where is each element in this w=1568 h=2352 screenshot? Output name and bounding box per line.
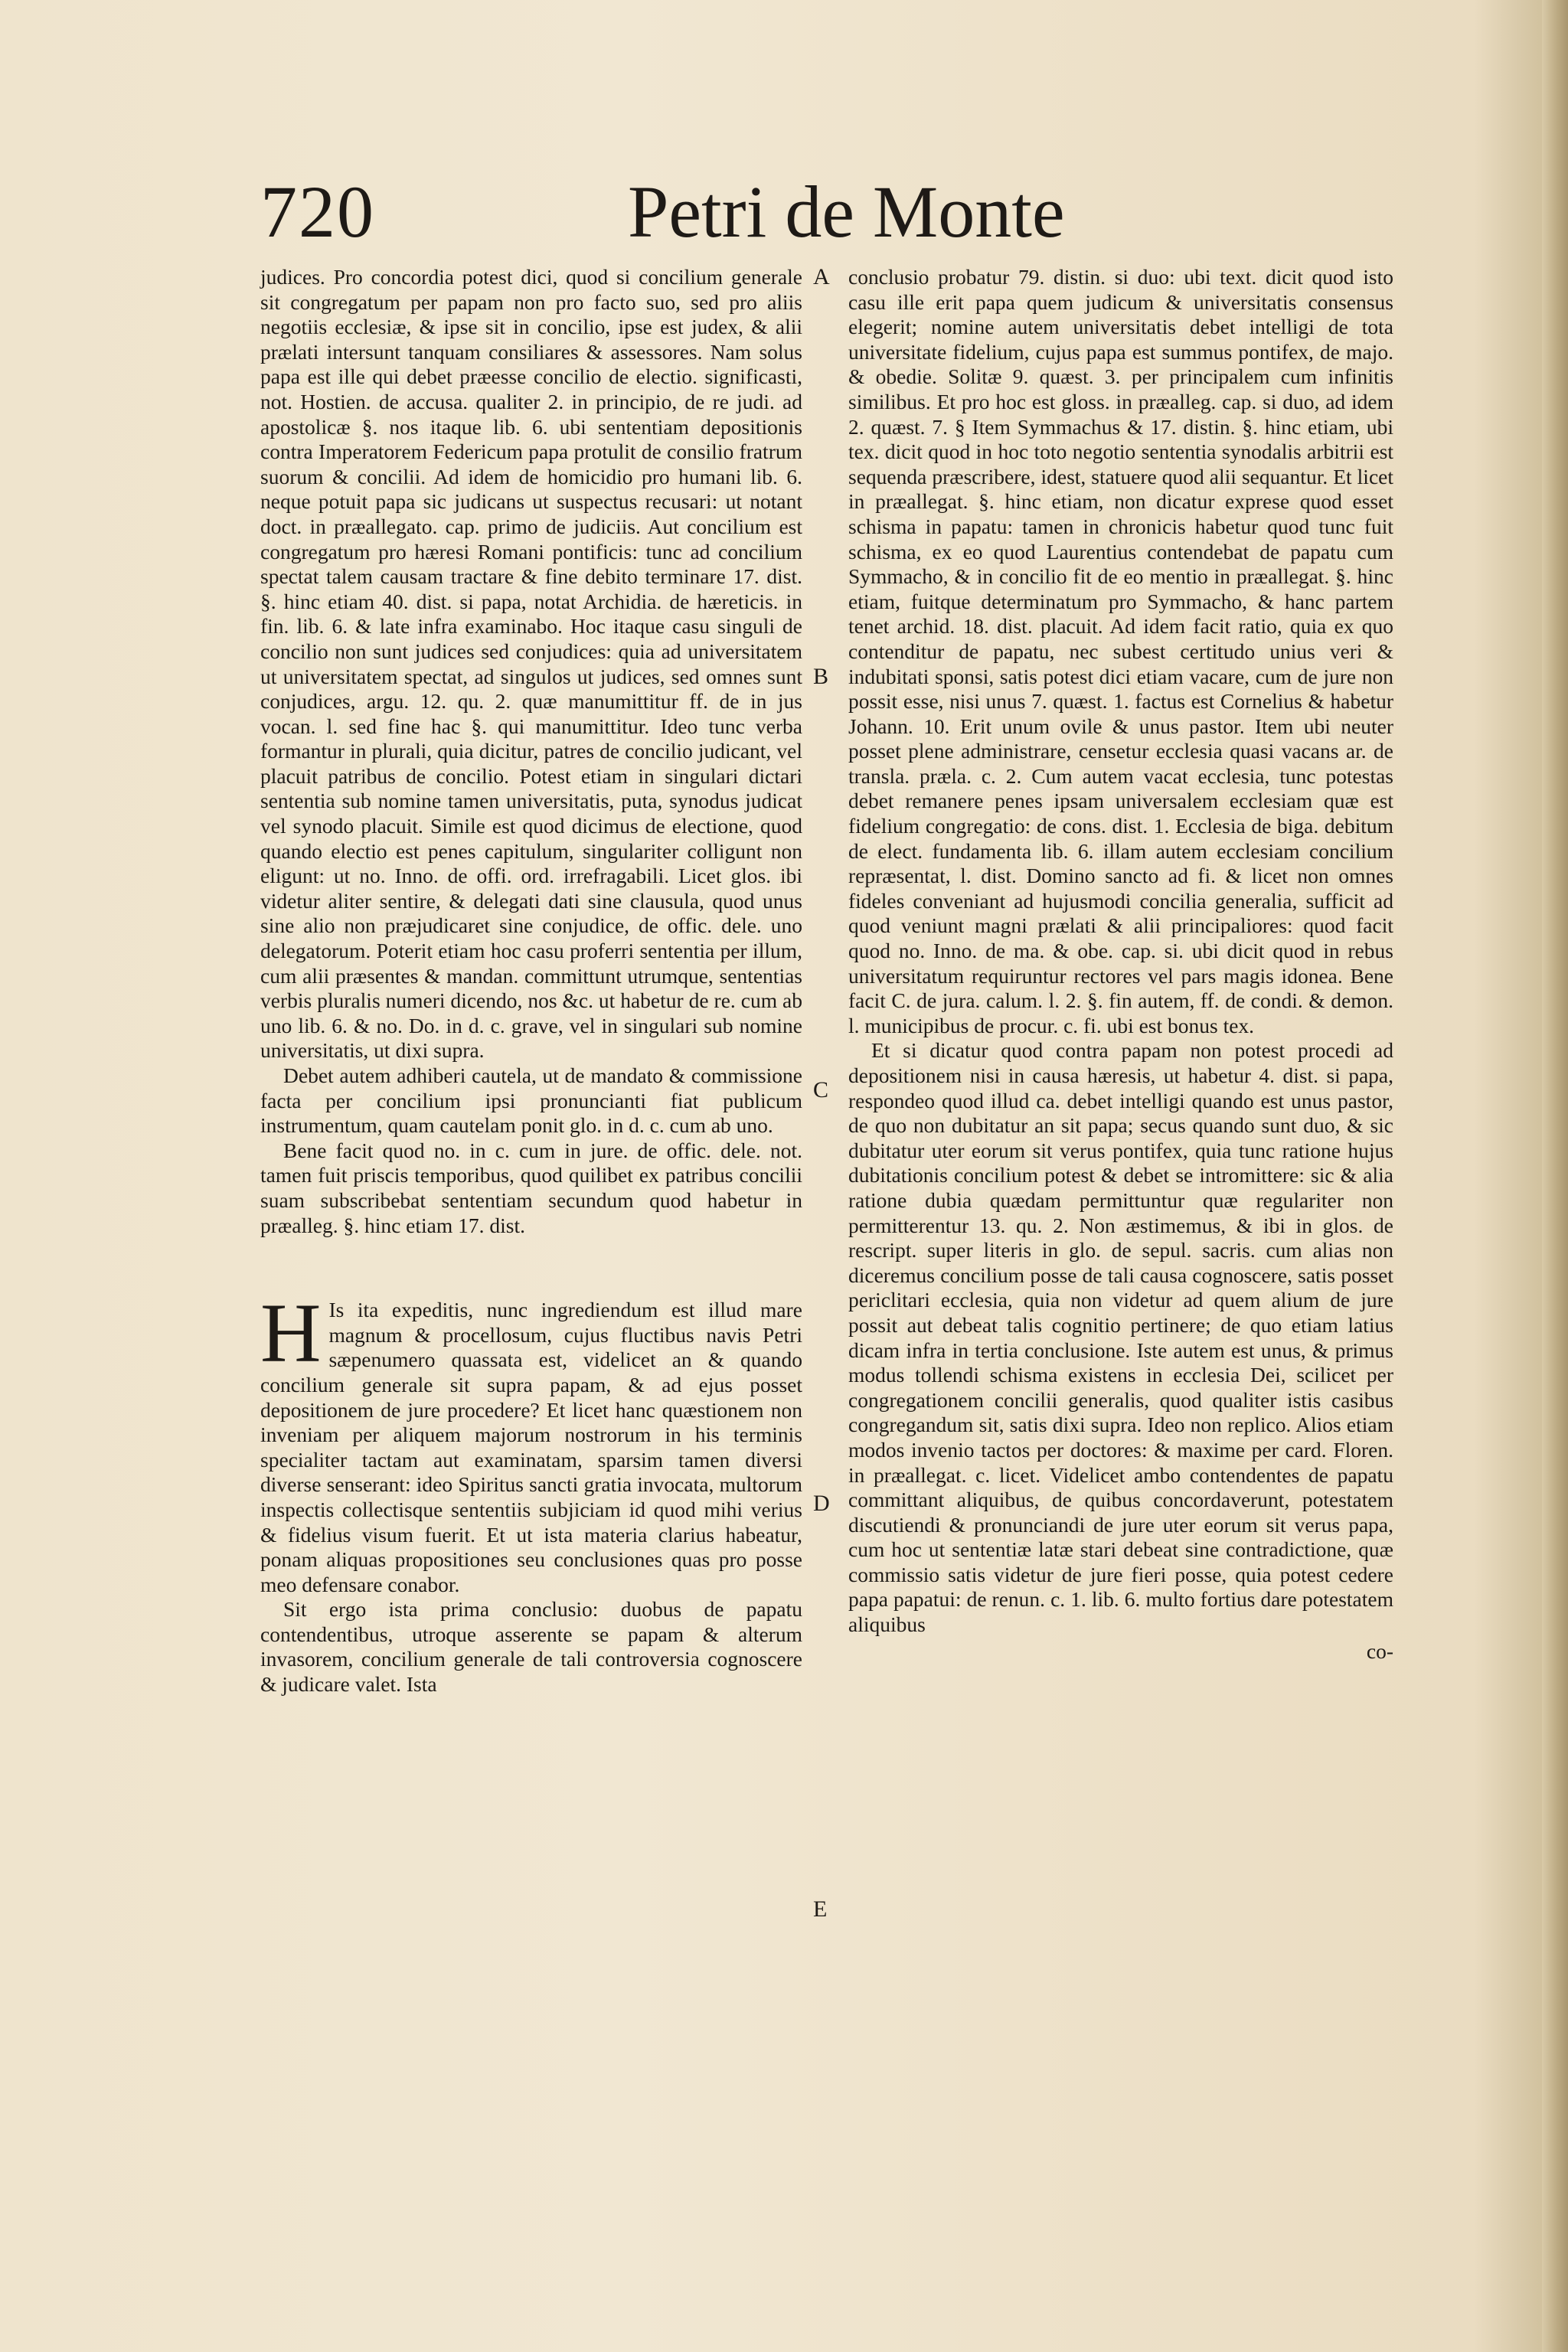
- page-fold-shadow: [1542, 0, 1568, 2352]
- left-paragraph-5: Sit ergo ista prima conclusio: duobus de papatu contendentibus, utroque asserente se papam & alterum invasorem, concilium generale de tali controversia cognoscere & judicare valet. Ista: [260, 1597, 802, 1697]
- running-title: Petri de Monte: [628, 171, 1065, 253]
- left-paragraph-2: Debet autem adhiberi cautela, ut de mandato & commissione facta per concilium ipsi pronuncianti fiat publicum instrumentum, quam cautelam ponit glo. in d. c. cum ab uno.: [260, 1063, 802, 1138]
- right-paragraph-1: conclusio probatur 79. distin. si duo: ubi text. dicit quod isto casu ille erit papa quem judicum & universitatis consensus elegerit; nomine autem universitatis debet intelligi de tota universitate fidelium, cujus papa est summus pontifex, de majo. & obedie. Solitæ 9. quæst. 3. per principalem cum infinitis similibus. Et pro hoc est gloss. in præalleg. cap. si duo, ad idem 2. quæst. 7. § Item Symmachus & 17. distin. §. hinc etiam, ubi tex. dicit quod in hoc toto negotio sententia synodalis arbitrii est sequenda præscribere, idest, statuere quod alii sequantur. Et licet in præallegat. §. hinc etiam, non dicatur exprese quod esset schisma in papatu: tamen in chronicis habetur quod tunc fuit schisma, ex eo quod Laurentius contendebat de papatu cum Symmacho, & in concilio fit de eo mentio in præallegat. §. hinc etiam, fuitque determinatum pro Symmacho, & hanc partem tenet archid. 18. dist. placuit. Ad idem facit ratio, quia ex quo contenditur de papatu, nec subest certitudo unius veri & indubitati sponsi, satis potest dici etiam vacare, cum de jure non possit esse, nisi unus 7. quæst. 1. factus est Cornelius & habetur Johann. 10. Erit unum ovile & unus pastor. Item ubi neuter posset plene administrare, censetur ecclesia quasi vacans ar. de transla. præla. c. 2. Cum autem vacat ecclesia, tunc potestas debet remanere penes ipsam universalem ecclesiam quæ est fidelium congregatio: de cons. dist. 1. Ecclesia de biga. debitum de elect. fundamenta lib. 6. illam autem ecclesiam concilium repræsentat, l. dist. Domino sancto ad fi. & licet non omnes fideles conveniant ad hujusmodi concilia generalia, sufficit ad quod veniunt magni prælati & alii principaliores: quod facit quod no. Inno. de ma. & obe. cap. si. ubi dicit quod in rebus universitatum requiruntur rectores vel pars magis idonea. Bene facit C. de jura. calum. l. 2. §. fin autem, ff. de condi. & demon. l. municipibus de procur. c. fi. ubi est bonus tex.: [848, 265, 1393, 1037]
- page-header: [260, 170, 1332, 254]
- left-paragraph-4-text: Is ita expeditis, nunc ingrediendum est illud mare magnum & procellosum, cujus fluctibus navis Petri sæpenumero quassata est, videlicet an & quando concilium generale sit supra papam, & ad ejus posset depositionem de jure procedere? Et licet hanc quæstionem non inveniam per aliquem majorum nostrorum in his terminis specialiter tactam aut examinatam, sparsim tamen diversi diverse senserant: ideo Spiritus sancti gratia invocata, multorum inspectis collectisque sententiis subjiciam id quod mihi verius & fidelius visum fuerit. Et ut ista materia clarius habeatur, ponam aliquas propositiones seu conclusiones quas pro posse meo defensare conabor.: [260, 1298, 802, 1596]
- left-paragraph-4: [260, 1286, 802, 1597]
- margin-letter-d: D: [813, 1491, 830, 1516]
- left-paragraph-3: Bene facit quod no. in c. cum in jure. de offic. dele. not. tamen fuit priscis temporibus, quod quilibet ex patribus concilii suam subscribebat sententiam secundum quod habetur in præalleg. §. hinc etiam 17. dist.: [260, 1138, 802, 1237]
- drop-cap: H: [260, 1286, 322, 1380]
- margin-letter-e: E: [813, 1896, 828, 1922]
- left-paragraph-1: judices. Pro concordia potest dici, quod si concilium generale sit congregatum per papam non pro facto suo, sed pro aliis negotiis ecclesiæ, & ipse sit in concilio, ipse est judex, & alii prælati intersunt tanquam consiliares & assessores. Nam solus papa est ille qui debet præesse concilio de electio. significasti, not. Hostien. de accusa. qualiter 2. in principio, de re judi. ad apostolicæ §. nos itaque lib. 6. ubi sententiam depositionis contra Imperatorem Federicum papa protulit de consilio fratrum suorum & concilii. Ad idem de homicidio pro humani lib. 6. neque potuit papa sic judicans ut suspectus recusari: ut notant doct. in præallegato. cap. primo de judiciis. Aut concilium est congregatum pro hæresi Romani pontificis: tunc ad concilium spectat talem causam tractare & fine debito terminare 17. dist. §. hinc etiam 40. dist. si papa, notat Archidia. de hæreticis. in fin. lib. 6. & late infra examinabo. Hoc itaque casu singuli de concilio non sunt judices sed conjudices: quia ad universitatem ut universitatem spectat, ad singulos ut judices, sed omnes sunt conjudices, argu. 12. qu. 2. quæ manumittitur ff. de in jus vocan. l. sed fine hac §. qui manumittitur. Ideo tunc verba formantur in plurali, quia dicitur, patres de concilio judicant, vel placuit patribus de concilio. Potest etiam in singulari dictari sententia sub nomine tamen universitatis, puta, synodus judicat vel synodo placuit. Simile est quod dicimus de electione, quod quando electio est penes capitulum, singulariter colligunt non eligunt: ut no. Inno. de offi. ord. irrefragabili. Licet glos. ibi videtur aliter sentire, & delegati dati sine clausula, quod unus sine alio non præjudicaret sine conjudice, de offic. dele. uno delegatorum. Poterit etiam hoc casu proferri sententia per illum, cum alii præsentes & mandan. committunt utrumque, sententias verbis pluralis numeri dicendo, nos &c. ut habetur de re. cum ab uno lib. 6. & no. Do. in d. c. grave, vel in singulari sub nomine universitatis, ut dixi supra.: [260, 265, 802, 1063]
- left-column: [260, 265, 802, 1697]
- right-paragraph-2: Et si dicatur quod contra papam non potest procedi ad depositionem nisi in causa hæresis, ut habetur 4. dist. si papa, respondeo quod illud ca. debet intelligi quando est unus pastor, de quo non dubitatur an sit papa; secus quando sunt duo, & sic dubitatur uter eorum sit verus pontifex, quia tunc ratione hujus dubitationis concilium potest & debet se intromittere: sic & alia ratione dubia quædam permittuntur quæ regulariter non permitterentur 13. qu. 2. Non æstimemus, & ibi in glos. de rescript. super literis in glo. de sepul. sacris. cum alias non diceremus concilium posse de tali causa cognoscere, satis posset periclitari ecclesia, quia non videtur ad quem alium de jure possit aut debeat talis cognitio pertinere; de quo etiam latius dicam infra in tertia conclusione. Iste autem est unus, & primus modus tollendi schisma existens in ecclesia Dei, scilicet per congregationem concilii generalis, quod qualiter istis casibus congregandum sit, satis dixi supra. Ideo non replico. Alios etiam modos invenio tactos per doctores: & maxime per card. Floren. in præallegat. c. licet. Videlicet ambo contendentes de papatu committant aliquibus, de quibus concordaverunt, potestatem discutiendi & pronunciandi de jure uter eorum sit verus papa, cum hoc ut sententiæ latæ stari debeat sine contradictione, quæ commissio satis videtur de jure fieri posse, quia potest cedere papa papatui: de renun. c. 1. lib. 6. multo fortius dare potestatem aliquibus: [848, 1038, 1393, 1637]
- catchword: co-: [1366, 1638, 1393, 1663]
- margin-letter-b: B: [813, 664, 829, 689]
- margin-letter-c: C: [813, 1077, 829, 1102]
- right-column: [848, 265, 1393, 1664]
- margin-letter-a: A: [813, 264, 830, 289]
- page-number: 720: [260, 171, 375, 253]
